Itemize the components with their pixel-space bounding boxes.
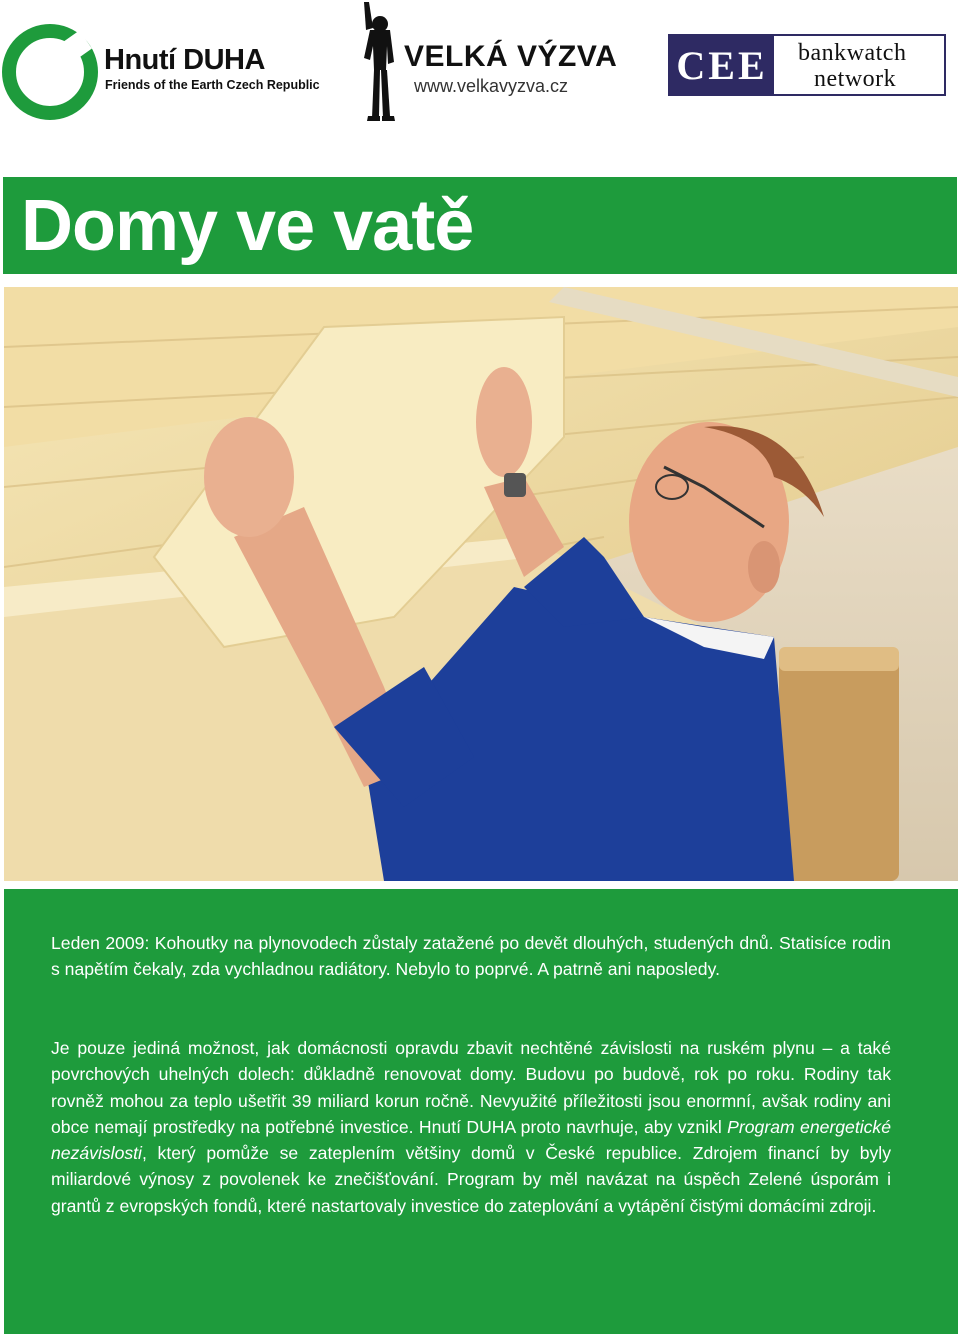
velka-vyzva-title: VELKÁ VÝZVA bbox=[404, 40, 618, 73]
velka-vyzva-url: www.velkavyzva.cz bbox=[414, 76, 569, 96]
page-title: Domy ve vatě bbox=[21, 186, 474, 266]
main-paragraph-text-start: Je pouze jediná možnost, jak domácnosti opravdu zbavit nechtěné závislosti na ruském plynu – a také povrchových uhelných dolech: důkladně renovovat domy. Budovu po budově, rok po roku. Rodiny tak rovněž mohou za teplo ušetřit 39 miliard korun ročně. Nevyužité příležitosti jsou enormní, avšak rodiny ani obce nemají prostředky na potřebné investice. Hnutí DUHA proto navrhuje, aby vznikl bbox=[51, 1038, 891, 1137]
cee-abbrev: CEE bbox=[670, 36, 774, 94]
insulation-photo bbox=[4, 287, 958, 881]
person-silhouette-icon bbox=[352, 0, 404, 122]
main-paragraph bbox=[51, 1035, 891, 1219]
hnuti-duha-logo bbox=[2, 24, 320, 110]
main-paragraph-text-end: , který pomůže se zateplením většiny domů v České republice. Zdrojem financí by byly miliardové výnosy z povolenek ke znečišťování. Program by měl navázat na úspěch Zelené úsporám i grantů z evropských fondů, které nastartovaly investice do zateplování a vytápění čistými domácími zdroji. bbox=[51, 1143, 891, 1216]
intro-paragraph: Leden 2009: Kohoutky na plynovodech zůstaly zatažené po devět dlouhých, studených dnů. Statisíce rodin s napětím čekaly, zda vychladnou radiátory. Nebylo to poprvé. A patrně ani naposledy. bbox=[51, 933, 891, 980]
cee-bankwatch-logo bbox=[668, 34, 946, 96]
text-panel bbox=[4, 889, 958, 1334]
cee-line-network: network bbox=[814, 66, 897, 92]
man-installing-insulation-image bbox=[4, 287, 958, 881]
cee-line-bankwatch: bankwatch bbox=[798, 40, 907, 66]
program-name-emphasis: Program energetické nezávislosti bbox=[51, 1116, 892, 1164]
duha-logo-subtitle: Friends of the Earth Czech Republic bbox=[105, 78, 320, 92]
duha-logo-name: Hnutí DUHA bbox=[104, 44, 265, 76]
velka-vyzva-logo bbox=[352, 0, 622, 125]
title-band bbox=[3, 177, 957, 274]
